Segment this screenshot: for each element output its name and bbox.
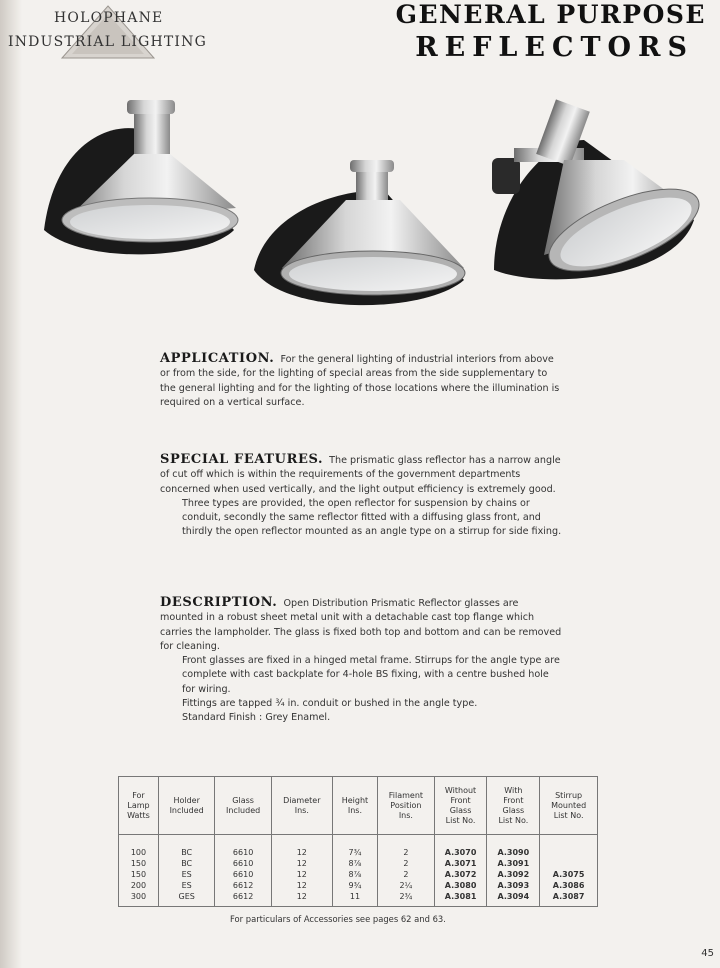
table-row — [119, 835, 598, 859]
table-cell: 300 — [119, 891, 159, 907]
table-cell: 12 — [271, 869, 332, 880]
column-header-line: Ins. — [347, 805, 363, 815]
table-cell: 8⅞ — [332, 869, 377, 880]
table-cell: 11 — [332, 891, 377, 907]
table-row — [119, 891, 598, 907]
table-cell — [540, 835, 598, 859]
column-header-line: List No. — [553, 810, 584, 820]
special-features-text-2: Three types are provided, the open reflector for suspension by chains or conduit, secondly the same reflector fitted with a diffusing glass front, and thirdly the open reflector mounted as an angle type on a stirrup for side fixing. — [182, 497, 562, 538]
column-header-line: Front — [450, 795, 471, 805]
column-header — [119, 777, 159, 835]
column-header — [332, 777, 377, 835]
table-row — [119, 858, 598, 869]
column-header — [434, 777, 487, 835]
table-cell: A.3094 — [487, 891, 540, 907]
table-cell: ES — [158, 880, 214, 891]
page-title-line-1: GENERAL PURPOSE — [395, 0, 706, 29]
application-section — [160, 352, 562, 410]
description-text-2: Front glasses are fixed in a hinged metal frame. Stirrups for the angle type are complete with cast backplate for 4-hole BS fixing, with a centre bushed hole for wiring. — [182, 655, 560, 695]
table-cell: A.3086 — [540, 880, 598, 891]
table-row — [119, 869, 598, 880]
brand-name: HOLOPHANE — [54, 10, 164, 26]
description-heading: DESCRIPTION. — [160, 595, 278, 610]
application-text: For the general lighting of industrial interiors from above or from the side, for the lighting of special areas from the side supplementary to the general lighting and for the lighting of those locations where the illumination is required on a vertical surface. — [160, 354, 560, 408]
specifications-table — [118, 776, 598, 907]
table-cell: 150 — [119, 869, 159, 880]
table-cell: 200 — [119, 880, 159, 891]
column-header-line: Ins. — [398, 810, 413, 820]
table-cell: A.3072 — [434, 869, 487, 880]
table-cell: 150 — [119, 858, 159, 869]
diffusing-front-reflector-image — [254, 160, 465, 305]
special-features-section — [160, 453, 562, 540]
table-cell: 2 — [378, 858, 435, 869]
description-text: Open Distribution Prismatic Reflector glasses are mounted in a robust sheet metal unit with a detachable cast top flange which carries the lampholder. The glass is fixed both top and bottom and can be removed for cleaning. — [160, 598, 562, 652]
column-header-line: Glass — [502, 805, 525, 815]
table-cell: ES — [158, 869, 214, 880]
table-cell: 6610 — [215, 869, 271, 880]
column-header — [487, 777, 540, 835]
table-cell: 6612 — [215, 891, 271, 907]
column-header-line: Position — [390, 800, 422, 810]
table-cell: A.3093 — [487, 880, 540, 891]
application-heading: APPLICATION. — [160, 351, 275, 366]
column-header-line: With — [504, 785, 523, 795]
table-cell: 100 — [119, 835, 159, 859]
table-cell: 6612 — [215, 880, 271, 891]
table-header — [119, 777, 598, 835]
table-body — [119, 835, 598, 907]
table-cell: A.3091 — [487, 858, 540, 869]
table-cell: BC — [158, 835, 214, 859]
column-header-line: Holder — [173, 795, 200, 805]
table-cell: 9¾ — [332, 880, 377, 891]
table-cell: A.3092 — [487, 869, 540, 880]
table-cell: 6610 — [215, 835, 271, 859]
table-cell: A.3070 — [434, 835, 487, 859]
page-number: 45 — [701, 948, 714, 959]
column-header — [271, 777, 332, 835]
table-cell: A.3071 — [434, 858, 487, 869]
table-cell: BC — [158, 858, 214, 869]
column-header-line: Mounted — [551, 800, 587, 810]
column-header — [158, 777, 214, 835]
table-row — [119, 880, 598, 891]
table-cell: 2 — [378, 835, 435, 859]
table-cell: 2 — [378, 869, 435, 880]
description-text-3: Fittings are tapped ¾ in. conduit or bushed in the angle type. — [182, 698, 478, 710]
table-cell: 7¾ — [332, 835, 377, 859]
column-header-line: Filament — [388, 790, 424, 800]
table-cell — [540, 858, 598, 869]
table-cell: A.3080 — [434, 880, 487, 891]
column-header-line: Diameter — [283, 795, 321, 805]
table-cell: A.3075 — [540, 869, 598, 880]
column-header — [378, 777, 435, 835]
column-header — [215, 777, 271, 835]
table-cell: 2¾ — [378, 891, 435, 907]
column-header-line: Included — [169, 805, 204, 815]
special-features-heading: SPECIAL FEATURES. — [160, 452, 324, 467]
column-header-line: Glass — [449, 805, 472, 815]
table-cell: 12 — [271, 858, 332, 869]
reflector-photos — [24, 80, 704, 320]
table-cell: 8⅞ — [332, 858, 377, 869]
table-cell: 12 — [271, 891, 332, 907]
column-header-line: List No. — [445, 815, 476, 825]
description-text-4: Standard Finish : Grey Enamel. — [182, 712, 331, 724]
table-cell: 2¼ — [378, 880, 435, 891]
column-header-line: For — [132, 790, 145, 800]
column-header-line: Glass — [232, 795, 254, 805]
table-cell: 12 — [271, 880, 332, 891]
page-title-line-2: REFLECTORS — [415, 32, 694, 63]
table-cell: GES — [158, 891, 214, 907]
table-cell: A.3090 — [487, 835, 540, 859]
column-header-line: Front — [503, 795, 524, 805]
column-header-line: Ins. — [294, 805, 309, 815]
column-header-line: Height — [341, 795, 369, 805]
page-binding-shadow — [0, 0, 22, 968]
brand-logo — [8, 4, 218, 60]
accessories-footnote: For particulars of Accessories see pages 62 and 63. — [230, 914, 446, 924]
table-cell: A.3081 — [434, 891, 487, 907]
open-reflector-image — [44, 100, 238, 254]
table-cell: 6610 — [215, 858, 271, 869]
description-section — [160, 596, 562, 726]
column-header-line: Lamp — [127, 800, 150, 810]
table-cell: 12 — [271, 835, 332, 859]
brand-tagline: INDUSTRIAL LIGHTING — [8, 34, 207, 50]
column-header — [540, 777, 598, 835]
column-header-line: List No. — [498, 815, 529, 825]
angle-stirrup-reflector-image — [492, 99, 704, 287]
column-header-line: Included — [226, 805, 261, 815]
special-features-text: The prismatic glass reflector has a narrow angle of cut off which is within the requirements of the government departments concerned when used vertically, and the light output efficiency is extremely good. — [160, 455, 561, 495]
table-cell: A.3087 — [540, 891, 598, 907]
column-header-line: Without — [444, 785, 477, 795]
column-header-line: Stirrup — [555, 790, 583, 800]
column-header-line: Watts — [127, 810, 150, 820]
